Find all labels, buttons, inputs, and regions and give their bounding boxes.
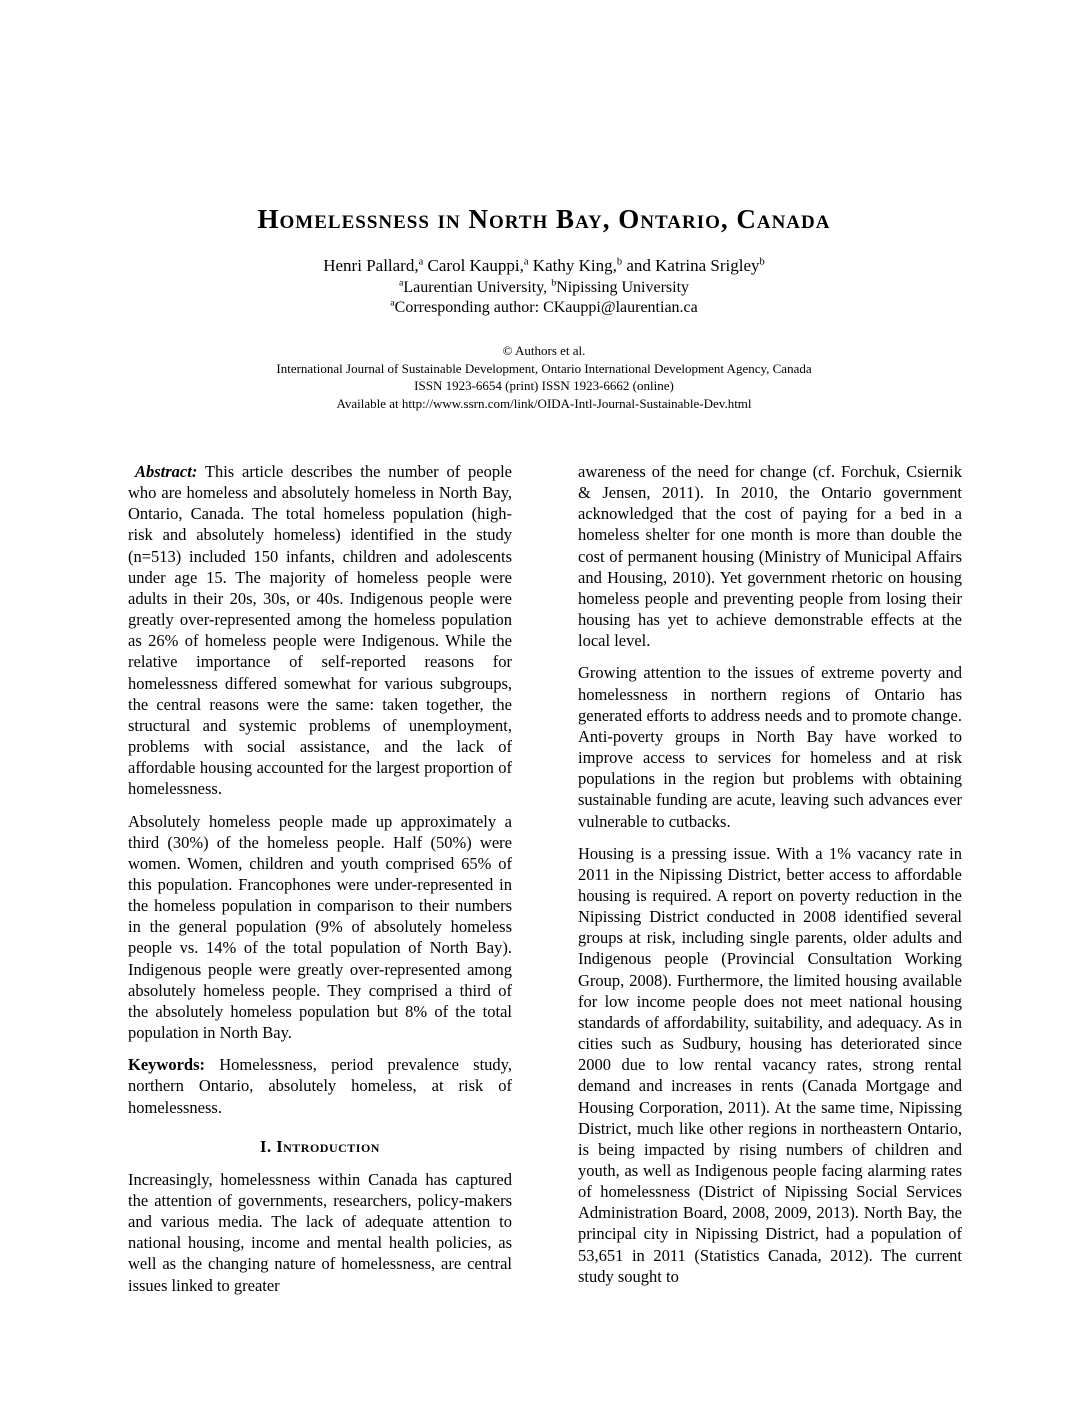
right-column [578, 461, 962, 1307]
introduction-paragraph: Increasingly, homelessness within Canada has captured the attention of governments, researchers, policy-makers and various media. The lack of adequate attention to national housing, income and mental health policies, as well as the changing nature of homelessness, are central issues linked to greater [128, 1169, 512, 1295]
publication-line-journal: International Journal of Sustainable Development, Ontario International Development Agency, Canada [276, 360, 812, 376]
poverty-attention-paragraph: Growing attention to the issues of extreme poverty and homelessness in northern regions of Ontario has generated efforts to address needs and to promote change. Anti-poverty groups in North Bay have worked to improve access to services for homeless and at risk populations in the region but problems with obtaining sustainable funding are acute, leaving such advances ever vulnerable to cutbacks. [578, 663, 962, 831]
left-column [128, 461, 512, 1307]
population-paragraph: Absolutely homeless people made up approximately a third (30%) of the homeless people. Half (50%) were women. Women, children and youth comprised 65% of this population. Francophones were under-represented in the homeless population in comparison to their numbers in the general population (9% of absolutely homeless people vs. 14% of the total population of North Bay). Indigenous people were greatly over-represented among absolutely homeless people. They comprised a third of the absolutely homeless population but 8% of the total population in North Bay. [128, 811, 512, 1043]
corresponding-author-line: $^a$Corresponding author: CKauppi@laurentian.ca [390, 297, 698, 316]
housing-paragraph: Housing is a pressing issue. With a 1% vacancy rate in 2011 in the Nipissing District, better access to affordable housing is required. A report on poverty reduction in the Nipissing District conducted in 2008 identified several groups at risk, including single parents, older adults and Indigenous people (Provincial Consultation Working Group, 2008). Furthermore, the limited housing available for low income people does not meet national housing standards of affordability, suitability, and adequacy. As in cities such as Sudbury, housing has deteriorated since 2000 due to low rental vacancy rates, strong rental demand and increases in rents (Canada Mortgage and Housing Corporation, 2011). At the same time, Nipissing District, much like other regions in northeastern Ontario, is being impacted by rising numbers of children and youth, as well as Indigenous people facing alarming rates of homelessness (District of Nipissing Social Services Administration Board, 2008, 2009, 2013). North Bay, the principal city in Nipissing District, had a population of 53,651 in 2011 (Statistics Canada, 2012). The current study sought to [578, 843, 962, 1286]
publication-line-issn: ISSN 1923-6654 (print) ISSN 1923-6662 (online) [414, 378, 674, 393]
publication-info [0, 342, 1088, 412]
keywords-paragraph: Keywords: Homelessness, period prevalence study, northern Ontario, absolutely homeless, at risk of homelessness. [128, 1055, 512, 1117]
introduction-heading: I. Introduction [260, 1136, 380, 1156]
page-header [0, 0, 1088, 412]
publication-line-url: Available at http://www.ssrn.com/link/OIDA-Intl-Journal-Sustainable-Dev.html [336, 395, 752, 411]
abstract-paragraph: Abstract: This article describes the number of people who are homeless and absolutely homeless in North Bay, Ontario, Canada. The total homeless population (high-risk and absolutely homeless) identified in the study (n=513) included 150 infants, children and adolescents under age 15. The majority of homeless people were adults in their 20s, 30s, or 40s. Indigenous people were greatly over-represented among the homeless population as 26% of homeless people were Indigenous. While the relative importance of self-reported reasons for homelessness differed somewhat for various subgroups, the central reasons were the same: taken together, the structural and systemic problems of unemployment, problems with social assistance, and the lack of affordable housing accounted for the largest proportion of homelessness. [128, 462, 512, 799]
paper-title: Homelessness in North Bay, Ontario, Canada [257, 204, 831, 234]
affiliation-line: $^a$Laurentian University, $^b$Nipissing University [398, 277, 690, 296]
content-columns [128, 461, 962, 1307]
awareness-paragraph: awareness of the need for change (cf. Forchuk, Csiernik & Jensen, 2011). In 2010, the Ontario government acknowledged that the cost of paying for a bed in a homeless shelter for one month is more than double the cost of permanent housing (Ministry of Municipal Affairs and Housing, 2010). Yet government rhetoric on housing homeless people and preventing people from losing their housing has yet to achieve demonstrable effects at the local level. [578, 462, 962, 651]
publication-line-copyright: © Authors et al. [502, 343, 586, 358]
author-line: Henri Pallard,$^a$ Carol Kauppi,$^a$ Kathy King,$^b$ and Katrina Srigley$^b$ [323, 256, 765, 275]
